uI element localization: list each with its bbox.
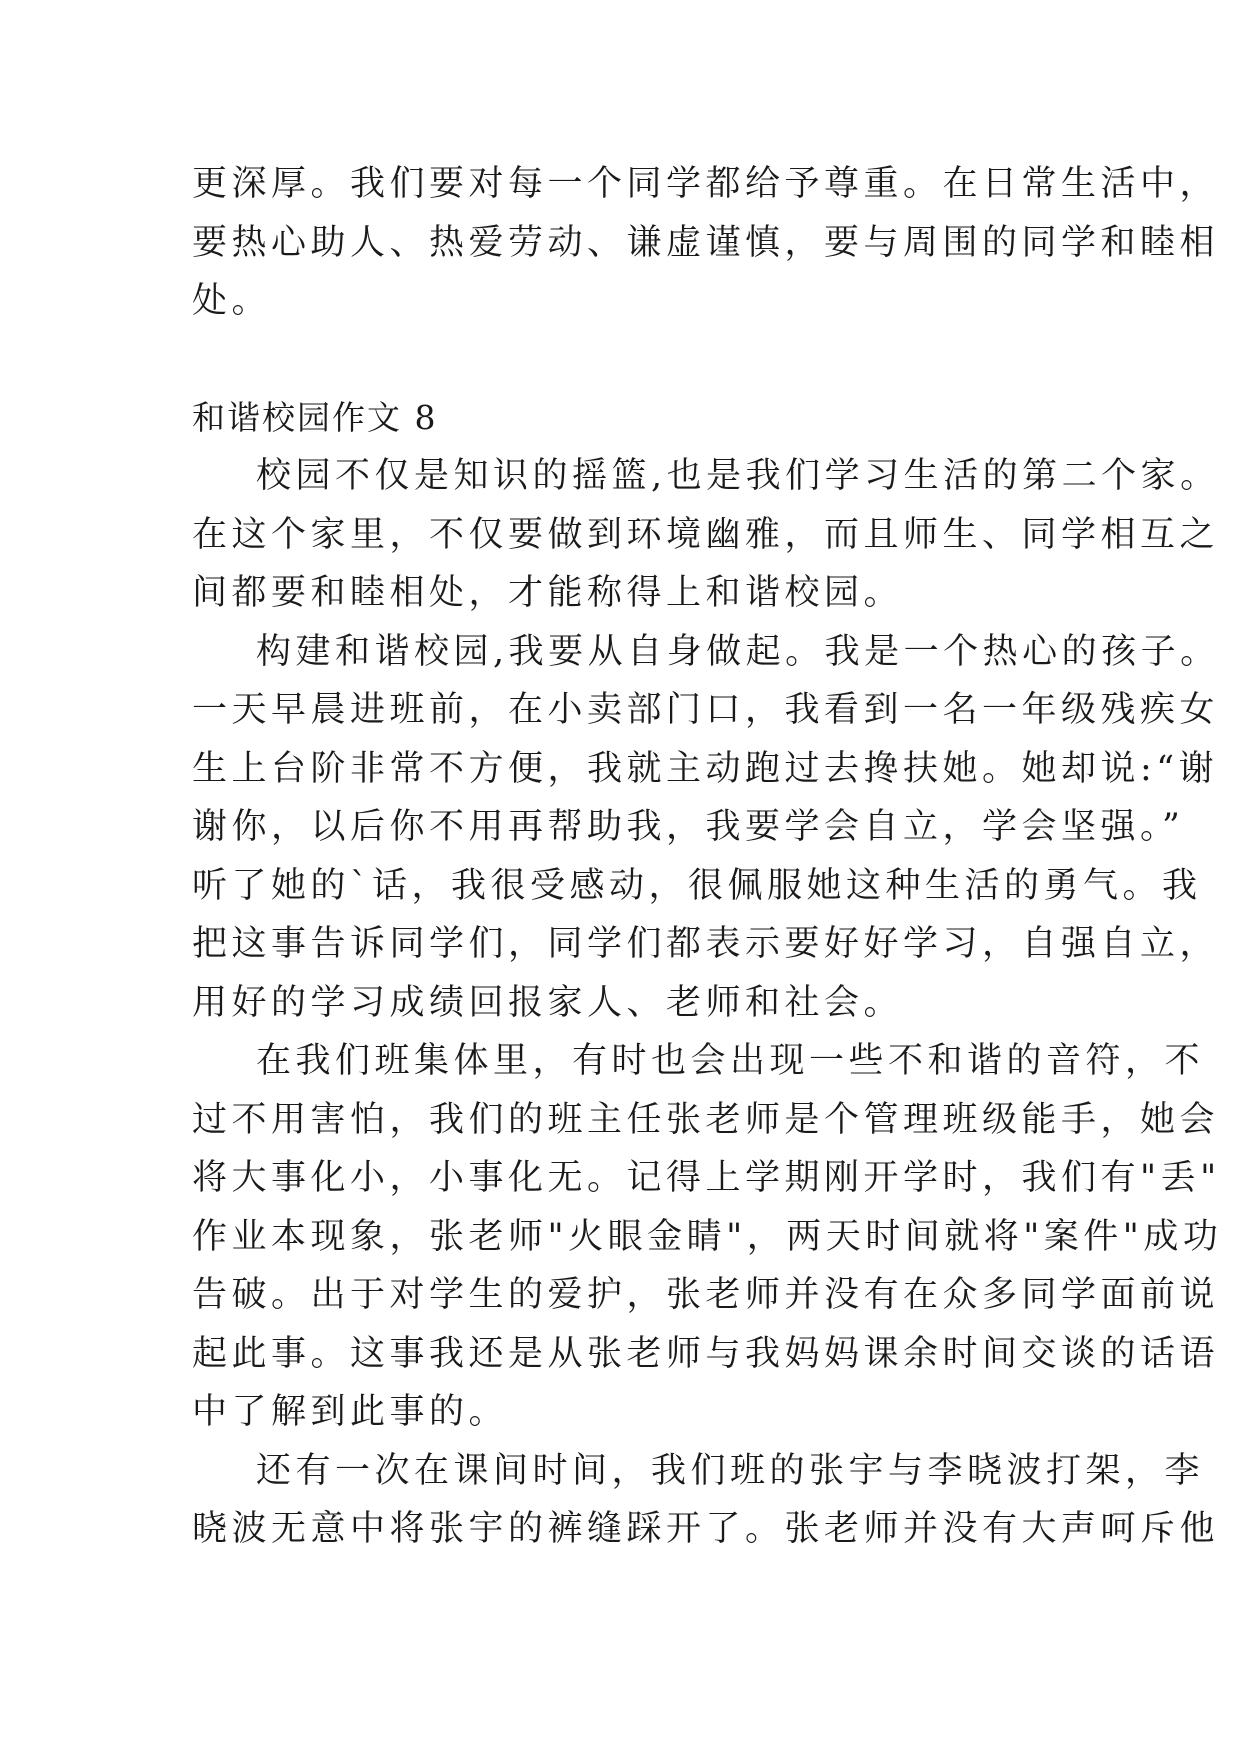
text-line: 构建和谐校园,我要从自身做起。我是一个热心的孩子。 bbox=[256, 631, 1220, 672]
text-line: 更深厚。我们要对每一个同学都给予尊重。在日常生活中， bbox=[192, 164, 1220, 204]
text-line: 还有一次在课间时间，我们班的张宇与李晓波打架，李 bbox=[256, 1450, 1205, 1491]
text-line: 起此事。这事我还是从张老师与我妈妈课余时间交谈的话语 bbox=[192, 1333, 1220, 1374]
paragraph-3 bbox=[192, 1032, 1223, 1442]
paragraph-4 bbox=[192, 1442, 1220, 1559]
text-line: 晓波无意中将张宇的裤缝踩开了。张老师并没有大声呵斥他 bbox=[192, 1509, 1220, 1549]
text-line: 在我们班集体里，有时也会出现一些不和谐的音符，不 bbox=[256, 1041, 1205, 1081]
text-line: 在这个家里，不仅要做到环境幽雅，而且师生、同学相互之 bbox=[192, 514, 1220, 555]
text-line: 告破。出于对学生的爱护，张老师并没有在众多同学面前说 bbox=[192, 1275, 1220, 1315]
text-line: 中了解到此事的。 bbox=[192, 1392, 509, 1432]
text-line: 作业本现象，张老师"火眼金睛"，两天时间就将"案件"成功 bbox=[192, 1216, 1223, 1257]
text-line: 过不用害怕，我们的班主任张老师是个管理班级能手，她会 bbox=[192, 1099, 1220, 1140]
section-title: 和谐校园作文 8 bbox=[192, 397, 438, 437]
document-page bbox=[192, 155, 1223, 1559]
intro-paragraph bbox=[192, 155, 1220, 331]
text-line: 校园不仅是知识的摇篮,也是我们学习生活的第二个家。 bbox=[256, 456, 1220, 496]
paragraph-gap bbox=[192, 331, 1052, 389]
text-line: 一天早晨进班前，在小卖部门口，我看到一名一年级残疾女 bbox=[192, 690, 1220, 730]
text-line: 生上台阶非常不方便，我就主动跑过去搀扶她。她却说:“谢 bbox=[192, 748, 1219, 789]
text-line: 将大事化小，小事化无。记得上学期刚开学时，我们有"丢" bbox=[192, 1158, 1221, 1198]
text-line: 处。 bbox=[192, 281, 272, 321]
paragraph-1 bbox=[192, 447, 1220, 623]
text-line: 间都要和睦相处，才能称得上和谐校园。 bbox=[192, 573, 904, 613]
text-line: 谢你，以后你不用再帮助我，我要学会自立，学会坚强。” bbox=[192, 807, 1185, 847]
text-line: 把这事告诉同学们，同学们都表示要好好学习，自强自立， bbox=[192, 924, 1220, 964]
paragraph-2 bbox=[192, 623, 1220, 1033]
text-line: 用好的学习成绩回报家人、老师和社会。 bbox=[192, 982, 904, 1023]
text-line: 要热心助人、热爱劳动、谦虚谨慎，要与周围的同学和睦相 bbox=[192, 222, 1220, 263]
text-line: 听了她的`话，我很受感动，很佩服她这种生活的勇气。我 bbox=[192, 865, 1202, 906]
